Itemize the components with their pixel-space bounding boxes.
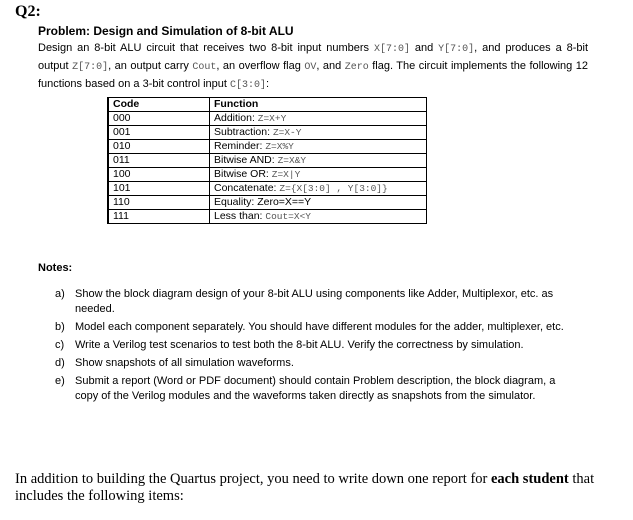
- desc-text: , an overflow flag: [216, 60, 305, 72]
- function-expression: Z=X+Y: [257, 113, 287, 124]
- note-marker: d): [55, 357, 65, 369]
- code-cell: 110: [108, 196, 210, 210]
- desc-text: Design an 8-bit ALU circuit that receives two 8-bit input numbers: [38, 42, 374, 54]
- desc-text: flag. The circuit implements the following 12 functions based on a 3-bit control input: [38, 60, 588, 90]
- function-label: Reminder:: [214, 140, 266, 152]
- function-cell: [210, 140, 427, 154]
- function-cell: [210, 196, 427, 210]
- list-item: [55, 287, 575, 317]
- function-expression: Cout=X<Y: [265, 211, 311, 222]
- function-cell: [210, 182, 427, 196]
- table-row: [108, 168, 427, 182]
- function-cell: [210, 126, 427, 140]
- function-label: Addition:: [214, 112, 258, 124]
- function-cell: [210, 112, 427, 126]
- desc-text: and: [409, 42, 439, 54]
- code-cell: 011: [108, 154, 210, 168]
- function-cell: [210, 168, 427, 182]
- function-expression: Z=X&Y: [277, 155, 307, 166]
- function-label: Bitwise AND:: [214, 154, 278, 166]
- list-item: [55, 338, 575, 353]
- note-text: Write a Verilog test scenarios to test both the 8-bit ALU. Verify the correctness by simulation.: [75, 339, 524, 351]
- inline-code: Cout: [192, 62, 217, 73]
- function-table-header-row: [108, 98, 427, 112]
- function-expression: Z=X%Y: [265, 141, 294, 152]
- note-text: Show snapshots of all simulation waveforms.: [75, 357, 294, 369]
- list-item: [55, 374, 575, 404]
- desc-text: :: [266, 78, 270, 90]
- list-item: [55, 356, 575, 371]
- note-marker: c): [55, 339, 65, 351]
- report-text-post: that includes the following items:: [15, 471, 595, 504]
- notes-list: [55, 287, 575, 407]
- table-row: [108, 140, 427, 154]
- inline-code: Z[7:0]: [72, 62, 109, 73]
- code-column-header: Code: [108, 98, 210, 112]
- note-text: Model each component separately. You should have different modules for the adder, multiplexer, etc.: [75, 321, 564, 333]
- report-text-bold: each student: [490, 471, 569, 487]
- table-row: [108, 182, 427, 196]
- note-marker: b): [55, 321, 65, 333]
- code-cell: 111: [108, 210, 210, 224]
- code-cell: 100: [108, 168, 210, 182]
- desc-text: , and produces a 8-bit output: [38, 42, 588, 72]
- inline-code: X[7:0]: [373, 44, 410, 55]
- table-row: [108, 126, 427, 140]
- function-expression: Z=X|Y: [271, 169, 301, 180]
- problem-title: Problem: Design and Simulation of 8-bit ALU: [38, 24, 294, 38]
- notes-label: Notes:: [38, 262, 73, 274]
- note-marker: e): [55, 375, 65, 387]
- function-label: Concatenate:: [214, 182, 280, 194]
- function-expression: Z={X[3:0] , Y[3:0]}: [279, 183, 388, 194]
- function-expression: Z=X-Y: [272, 127, 302, 138]
- table-row: [108, 154, 427, 168]
- function-cell: [210, 210, 427, 224]
- code-cell: 010: [108, 140, 210, 154]
- function-cell: [210, 154, 427, 168]
- function-label: Bitwise OR:: [214, 168, 272, 180]
- question-label: Q2:: [15, 3, 41, 20]
- table-row: [108, 112, 427, 126]
- desc-text: , an output carry: [108, 60, 193, 72]
- inline-code: Zero: [344, 62, 369, 73]
- inline-code: C[3:0]: [230, 80, 267, 91]
- desc-text: , and: [316, 60, 345, 72]
- function-column-header: Function: [210, 98, 427, 112]
- note-text: Show the block diagram design of your 8-bit ALU using components like Adder, Multiplexor, etc. as needed.: [75, 288, 554, 315]
- function-label: Equality: Zero=X==Y: [214, 196, 312, 208]
- code-cell: 001: [108, 126, 210, 140]
- inline-code: OV: [304, 62, 317, 73]
- report-instructions: [15, 471, 610, 505]
- note-marker: a): [55, 288, 65, 300]
- report-text-pre: In addition to building the Quartus project, you need to write down one report for: [15, 471, 491, 487]
- note-text: Submit a report (Word or PDF document) should contain Problem description, the block diagram, a copy of the Verilog modules and the waveforms taken directly as snapshots from the simulator.: [75, 375, 556, 402]
- problem-description: [38, 40, 588, 94]
- function-label: Less than:: [214, 210, 266, 222]
- code-cell: 101: [108, 182, 210, 196]
- function-label: Subtraction:: [214, 126, 273, 138]
- code-cell: 000: [108, 112, 210, 126]
- table-row: [108, 196, 427, 210]
- list-item: [55, 320, 575, 335]
- function-table: [107, 97, 427, 224]
- inline-code: Y[7:0]: [438, 44, 475, 55]
- table-row: [108, 210, 427, 224]
